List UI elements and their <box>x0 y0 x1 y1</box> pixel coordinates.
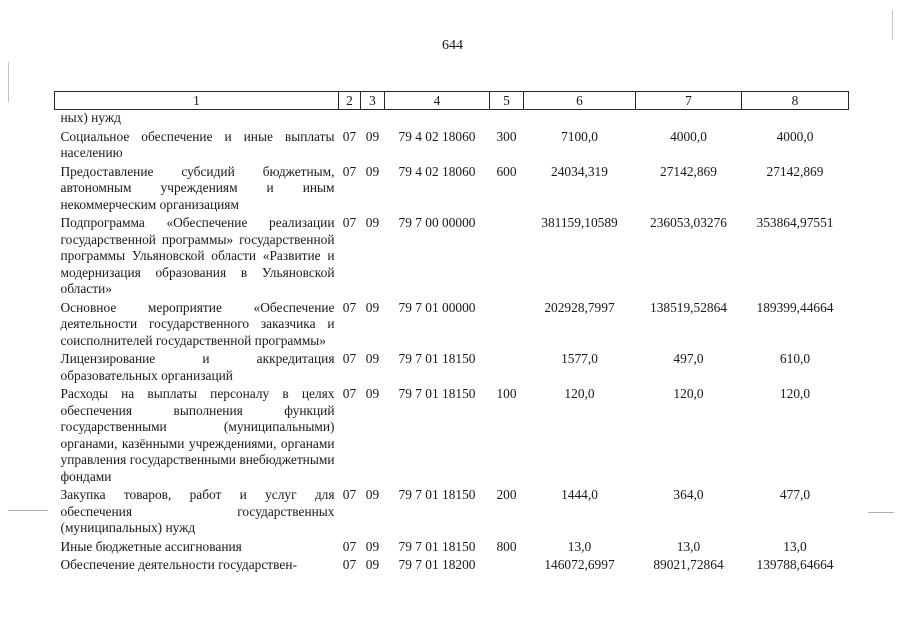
row-value-1: 146072,6997 <box>544 557 615 572</box>
row-target-article: 79 7 01 18150 <box>398 538 476 554</box>
row-expense-type: 800 <box>496 538 517 554</box>
row-value-3: 353864,97551 <box>756 215 834 230</box>
row-value-2 <box>636 110 742 129</box>
row-section: 07 <box>342 163 357 179</box>
row-name: Закупка товаров, работ и услуг для обеспечения государственных (муниципальных) нужд <box>60 487 335 535</box>
table-row <box>55 386 849 487</box>
row-expense-type <box>490 215 524 300</box>
row-name: Подпрограмма «Обеспечение реализации государственной программы» государственной программы Ульяновской области «Развитие и модернизация образования в Ульяновской области» <box>60 215 335 296</box>
row-target-article: 79 4 02 18060 <box>398 163 476 179</box>
header-col-1: 1 <box>55 92 339 110</box>
header-col-2: 2 <box>339 92 361 110</box>
row-section: 07 <box>342 351 357 366</box>
row-value-1: 381159,10589 <box>541 215 618 230</box>
row-target-article <box>385 110 490 129</box>
header-col-7: 7 <box>636 92 742 110</box>
row-target-article: 79 7 01 18200 <box>398 557 476 572</box>
row-expense-type: 300 <box>496 128 517 144</box>
row-subsection: 09 <box>365 163 380 179</box>
row-target-article: 79 7 01 18150 <box>398 386 476 401</box>
row-target-article: 79 7 00 00000 <box>398 215 476 230</box>
header-row <box>55 92 849 110</box>
row-expense-type <box>490 557 524 576</box>
row-target-article: 79 7 01 00000 <box>398 299 476 315</box>
row-expense-type <box>490 110 524 129</box>
row-section: 07 <box>342 128 357 144</box>
row-value-2: 120,0 <box>673 386 704 401</box>
row-target-article: 79 7 01 18150 <box>398 487 476 502</box>
row-value-2: 89021,72864 <box>653 557 724 572</box>
row-expense-type: 100 <box>496 386 517 401</box>
row-expense-type: 200 <box>496 487 517 502</box>
table-row <box>55 164 849 216</box>
row-value-3: 4000,0 <box>776 128 814 144</box>
table-row <box>55 129 849 164</box>
row-section <box>339 110 361 129</box>
header-col-6: 6 <box>524 92 636 110</box>
row-value-2: 138519,52864 <box>650 299 727 315</box>
row-subsection: 09 <box>365 299 380 315</box>
table-row <box>55 300 849 352</box>
table-row <box>55 539 849 558</box>
row-name: Социальное обеспечение и иные выплаты населению <box>60 128 335 160</box>
row-section: 07 <box>342 299 357 315</box>
row-value-3: 610,0 <box>779 351 811 366</box>
row-name: ных) нужд <box>60 110 121 125</box>
table-header <box>55 92 849 110</box>
row-value-1: 120,0 <box>564 386 595 401</box>
table-row <box>55 487 849 539</box>
row-target-article: 79 7 01 18150 <box>398 351 476 366</box>
row-subsection: 09 <box>365 538 380 554</box>
row-name: Иные бюджетные ассигнования <box>60 538 242 554</box>
row-section: 07 <box>342 386 357 401</box>
page-number: 644 <box>442 38 463 53</box>
row-value-1: 202928,7997 <box>544 299 615 315</box>
row-section: 07 <box>342 538 357 554</box>
table-row <box>55 351 849 386</box>
row-value-2: 497,0 <box>673 351 704 366</box>
row-section: 07 <box>342 215 357 230</box>
row-value-3: 189399,44664 <box>756 299 834 315</box>
row-value-2: 27142,869 <box>660 163 717 179</box>
header-col-8: 8 <box>742 92 849 110</box>
row-value-1 <box>524 110 636 129</box>
row-value-2: 236053,03276 <box>650 215 727 230</box>
row-value-2: 364,0 <box>673 487 704 502</box>
table-body <box>55 110 849 576</box>
row-value-2: 13,0 <box>676 538 701 554</box>
row-subsection <box>361 110 385 129</box>
row-value-3: 27142,869 <box>766 163 824 179</box>
header-col-5: 5 <box>490 92 524 110</box>
row-name: Обеспечение деятельности государствен- <box>60 557 297 572</box>
table-row <box>55 215 849 300</box>
table-row <box>55 557 849 576</box>
row-value-3 <box>742 110 849 129</box>
row-section: 07 <box>342 557 357 572</box>
row-value-3: 120,0 <box>779 386 811 401</box>
row-subsection: 09 <box>365 128 380 144</box>
row-value-1: 1577,0 <box>561 351 598 366</box>
row-value-1: 1444,0 <box>561 487 598 502</box>
row-subsection: 09 <box>365 215 380 230</box>
row-expense-type <box>490 300 524 352</box>
row-subsection: 09 <box>365 487 380 502</box>
row-value-1: 7100,0 <box>561 128 598 144</box>
row-value-3: 13,0 <box>783 538 807 554</box>
scan-edge-mark <box>892 10 893 40</box>
budget-table <box>54 91 849 576</box>
row-value-3: 139788,64664 <box>756 557 834 572</box>
row-name: Лицензирование и аккредитация образовательных организаций <box>60 351 335 383</box>
row-name: Расходы на выплаты персоналу в целях обеспечения выполнения функций государственными (муниципальными) органами, казёнными учреждениями, органами управления государственными внебюджетными фондами <box>60 386 335 484</box>
row-expense-type <box>490 351 524 386</box>
row-name: Основное мероприятие «Обеспечение деятельности государственного заказчика и соисполнителей государственной программы» <box>60 299 335 348</box>
scan-edge-mark <box>868 512 894 513</box>
row-section: 07 <box>342 487 357 502</box>
row-expense-type: 600 <box>496 163 517 179</box>
header-col-4: 4 <box>385 92 490 110</box>
table-row <box>55 110 849 129</box>
row-name: Предоставление субсидий бюджетным, автономным учреждениям и иным некоммерческим организациям <box>60 163 335 212</box>
row-subsection: 09 <box>365 351 380 366</box>
row-target-article: 79 4 02 18060 <box>398 128 476 144</box>
row-subsection: 09 <box>365 557 380 572</box>
scan-edge-mark <box>8 62 9 102</box>
row-value-1: 24034,319 <box>551 163 608 179</box>
row-value-1: 13,0 <box>567 538 592 554</box>
row-subsection: 09 <box>365 386 380 401</box>
scan-edge-mark <box>8 510 48 511</box>
row-value-3: 477,0 <box>779 487 811 502</box>
header-col-3: 3 <box>361 92 385 110</box>
row-value-2: 4000,0 <box>670 128 707 144</box>
